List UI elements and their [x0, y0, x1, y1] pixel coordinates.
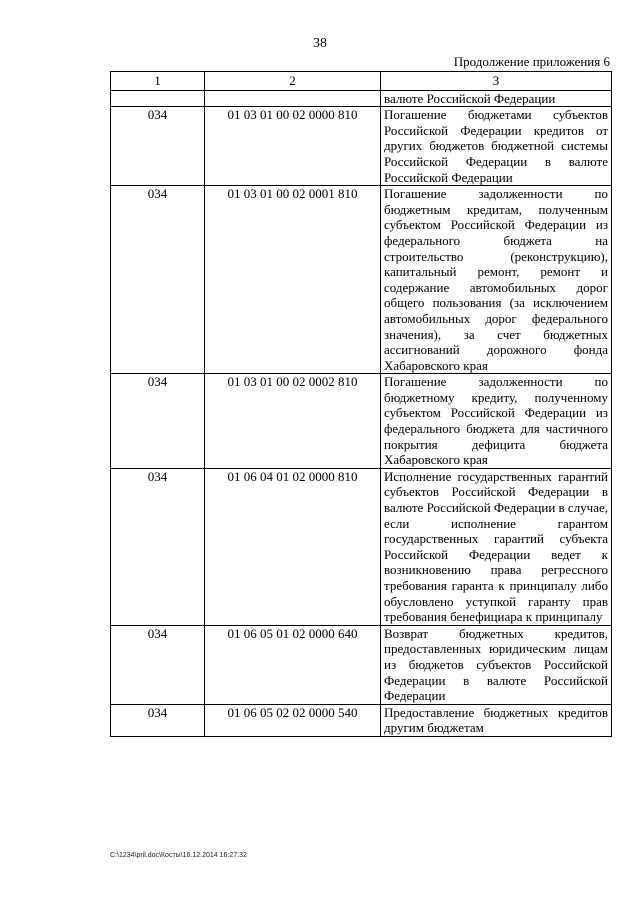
admin-code-cell: 034 [111, 186, 205, 374]
table-row [111, 704, 612, 736]
file-path-footer: C:\1234\pril.doc\Косты\16.12.2014 16:27:32 [110, 852, 247, 859]
admin-code-cell: 034 [111, 704, 205, 736]
admin-code-cell: 034 [111, 107, 205, 186]
table-row [111, 374, 612, 469]
table-row [111, 625, 612, 704]
page-number: 38 [313, 36, 327, 51]
table-row [111, 90, 612, 107]
budget-codes-table [110, 71, 612, 737]
description-cell: Возврат бюджетных кредитов, предоставленных юридическим лицам из бюджетов субъектов Российской Федерации в валюте Российской Федерации [381, 625, 612, 704]
budget-code-cell: 01 06 04 01 02 0000 810 [205, 468, 381, 625]
continuation-label: Продолжение приложения 6 [453, 54, 610, 69]
table-header-row [111, 72, 612, 91]
budget-code-cell: 01 03 01 00 02 0001 810 [205, 186, 381, 374]
description-cell: Предоставление бюджетных кредитов другим бюджетам [381, 704, 612, 736]
budget-code-cell: 01 06 05 01 02 0000 640 [205, 625, 381, 704]
admin-code-cell: 034 [111, 374, 205, 469]
description-cell: Погашение бюджетами субъектов Российской Федерации кредитов от других бюджетов бюджетной системы Российской Федерации в валюте Российской Федерации [381, 107, 612, 186]
column-header-2: 2 [205, 72, 381, 91]
description-cell: Погашение задолженности по бюджетному кредиту, полученному субъектом Российской Федерации из федерального бюджета для частичного покрытия дефицита бюджета Хабаровского края [381, 374, 612, 469]
column-header-3: 3 [381, 72, 612, 91]
budget-code-cell: 01 06 05 02 02 0000 540 [205, 704, 381, 736]
budget-code-cell [205, 90, 381, 107]
admin-code-cell: 034 [111, 625, 205, 704]
table-row [111, 468, 612, 625]
description-cell: Погашение задолженности по бюджетным кредитам, полученным субъектом Российской Федерации из федерального бюджета на строительство (реконструкцию), капитальный ремонт, ремонт и содержание автомобильных дорог общего пользования (за исключением автомобильных дорог федерального значения), за счет бюджетных ассигнований дорожного фонда Хабаровского края [381, 186, 612, 374]
admin-code-cell [111, 90, 205, 107]
column-header-1: 1 [111, 72, 205, 91]
description-cell: валюте Российской Федерации [381, 90, 612, 107]
budget-code-cell: 01 03 01 00 02 0002 810 [205, 374, 381, 469]
budget-code-cell: 01 03 01 00 02 0000 810 [205, 107, 381, 186]
table-row [111, 107, 612, 186]
admin-code-cell: 034 [111, 468, 205, 625]
description-cell: Исполнение государственных гарантий субъектов Российской Федерации в валюте Российской Федерации в случае, если исполнение гарантом государственных гарантий субъекта Российской Федерации ведет к возникновению права регрессного требования гаранта к принципалу либо обусловлено уступкой гаранту прав требования бенефициара к принципалу [381, 468, 612, 625]
table-row [111, 186, 612, 374]
